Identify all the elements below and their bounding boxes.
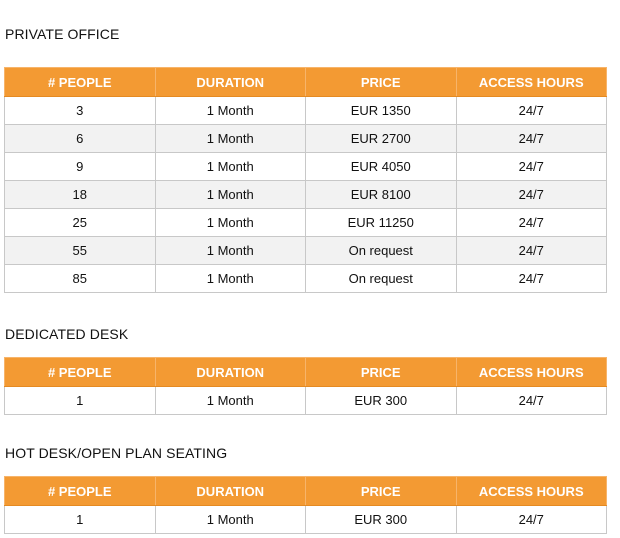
cell-duration: 1 Month <box>155 181 306 209</box>
col-header-price: PRICE <box>306 68 457 97</box>
cell-price: On request <box>306 265 457 293</box>
table-row <box>5 153 607 181</box>
table-header-row <box>5 477 607 506</box>
table-row <box>5 181 607 209</box>
col-header-people: # PEOPLE <box>5 68 156 97</box>
cell-people: 1 <box>5 387 156 415</box>
col-header-duration: DURATION <box>155 68 306 97</box>
cell-price: EUR 2700 <box>306 125 457 153</box>
cell-price: EUR 1350 <box>306 97 457 125</box>
table-header-row <box>5 68 607 97</box>
cell-access-hours: 24/7 <box>456 387 607 415</box>
col-header-price: PRICE <box>306 477 457 506</box>
cell-people: 9 <box>5 153 156 181</box>
cell-people: 1 <box>5 506 156 534</box>
section-title-dedicated-desk: DEDICATED DESK <box>5 326 129 342</box>
hot-desk-table <box>4 476 607 534</box>
cell-price: EUR 300 <box>306 506 457 534</box>
cell-price: EUR 8100 <box>306 181 457 209</box>
table-row <box>5 125 607 153</box>
cell-access-hours: 24/7 <box>456 97 607 125</box>
cell-people: 3 <box>5 97 156 125</box>
section-title-hot-desk: HOT DESK/OPEN PLAN SEATING <box>5 445 228 461</box>
cell-duration: 1 Month <box>155 237 306 265</box>
table-row <box>5 209 607 237</box>
table-row <box>5 97 607 125</box>
col-header-access-hours: ACCESS HOURS <box>456 477 607 506</box>
private-office-table <box>4 67 607 293</box>
col-header-access-hours: ACCESS HOURS <box>456 358 607 387</box>
col-header-people: # PEOPLE <box>5 358 156 387</box>
section-title-private-office: PRIVATE OFFICE <box>5 26 120 42</box>
cell-people: 55 <box>5 237 156 265</box>
col-header-access-hours: ACCESS HOURS <box>456 68 607 97</box>
table-row <box>5 387 607 415</box>
cell-people: 85 <box>5 265 156 293</box>
table-row <box>5 506 607 534</box>
col-header-people: # PEOPLE <box>5 477 156 506</box>
cell-duration: 1 Month <box>155 387 306 415</box>
col-header-duration: DURATION <box>155 477 306 506</box>
cell-price: On request <box>306 237 457 265</box>
cell-duration: 1 Month <box>155 209 306 237</box>
cell-price: EUR 4050 <box>306 153 457 181</box>
cell-price: EUR 11250 <box>306 209 457 237</box>
cell-people: 6 <box>5 125 156 153</box>
cell-duration: 1 Month <box>155 506 306 534</box>
cell-access-hours: 24/7 <box>456 506 607 534</box>
cell-access-hours: 24/7 <box>456 153 607 181</box>
cell-duration: 1 Month <box>155 265 306 293</box>
cell-duration: 1 Month <box>155 153 306 181</box>
col-header-price: PRICE <box>306 358 457 387</box>
cell-access-hours: 24/7 <box>456 209 607 237</box>
cell-duration: 1 Month <box>155 125 306 153</box>
table-header-row <box>5 358 607 387</box>
table-row <box>5 237 607 265</box>
col-header-duration: DURATION <box>155 358 306 387</box>
cell-people: 25 <box>5 209 156 237</box>
cell-access-hours: 24/7 <box>456 237 607 265</box>
table-row <box>5 265 607 293</box>
dedicated-desk-table <box>4 357 607 415</box>
cell-duration: 1 Month <box>155 97 306 125</box>
cell-people: 18 <box>5 181 156 209</box>
cell-access-hours: 24/7 <box>456 181 607 209</box>
cell-access-hours: 24/7 <box>456 125 607 153</box>
cell-access-hours: 24/7 <box>456 265 607 293</box>
cell-price: EUR 300 <box>306 387 457 415</box>
